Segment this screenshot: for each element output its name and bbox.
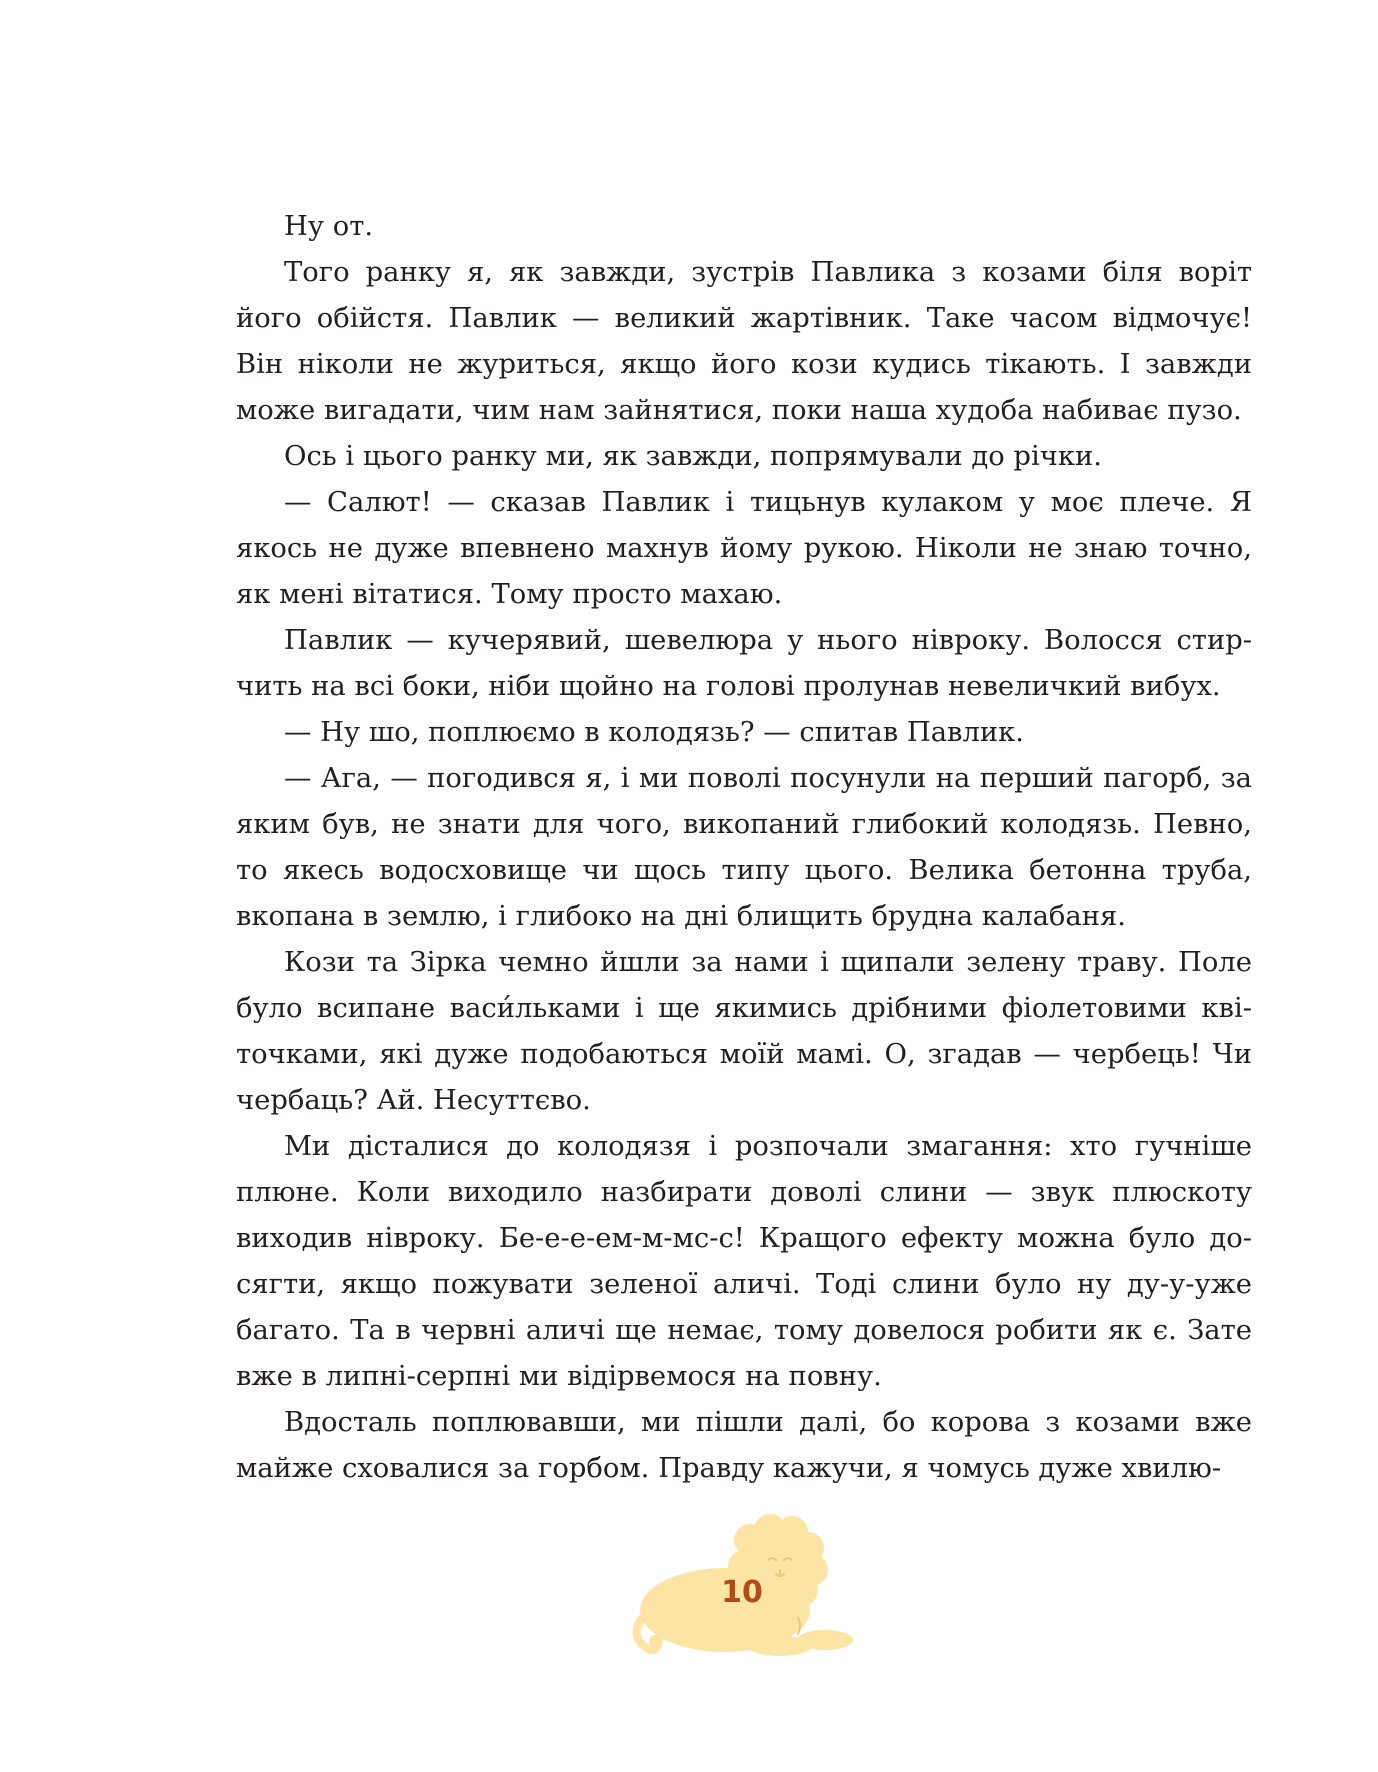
- body-text: [236, 204, 1252, 1492]
- paragraph: Вдосталь поплювавши, ми пішли далі, бо корова з козами вже майже сховалися за горбом. Правду кажучи, я чомусь дуже хвилю-: [236, 1407, 1252, 1484]
- paragraph: — Ага, — погодився я, і ми поволі посунули на перший пагорб, за яким був, не знати для чого, викопаний глибокий колодязь. Певно, то якесь водосховище чи щось типу цього. Велика бетонна труба, вкопана в землю, і глибоко на дні блищить брудна калабаня.: [236, 763, 1252, 932]
- paragraph: Ми дісталися до колодязя і розпочали змагання: хто гучніше плюне. Коли виходило назбирати доволі слини — звук плюскоту виходив нівроку. Бе-е-е-ем-м-мс-с! Кращого ефекту можна було досягти, якщо пожувати зеленої аличі. Тоді слини було ну ду-у-уже багато. Та в червні аличі ще немає, тому довелося робити як є. Зате вже в липні-серпні ми відірвемося на повну.: [236, 1131, 1252, 1392]
- page-number: 10: [721, 1575, 763, 1610]
- paragraph: Того ранку я, як завжди, зустрів Павлика з козами біля воріт його обійстя. Павлик — великий жартівник. Таке часом відмочує! Він ніколи не журиться, якщо його кози кудись тікають. І завжди може вигадати, чим нам зайнятися, поки наша худоба набиває пузо.: [236, 257, 1252, 426]
- paragraph: Ось і цього ранку ми, як завжди, попрямували до річки.: [284, 441, 1102, 472]
- paragraph: Кози та Зірка чемно йшли за нами і щипали зелену траву. Поле було всипане васи́льками і ще якимись дрібними фіолетовими квіточками, які дуже подобаються моїй мамі. О, згадав — чербець! Чи чербаць? Ай. Несуттєво.: [236, 947, 1252, 1116]
- paragraph: — Салют! — сказав Павлик і тицьнув кулаком у моє плече. Я якось не дуже впевнено махнув йому рукою. Ніколи не знаю точно, як мені вітатися. Тому просто махаю.: [236, 487, 1252, 610]
- paragraph: — Ну шо, поплюємо в колодязь? — спитав Павлик.: [284, 717, 1024, 748]
- paragraph: Павлик — кучерявий, шевелюра у нього нівроку. Волосся стирчить на всі боки, ніби щойно на голові пролунав невеличкий вибух.: [236, 625, 1252, 702]
- paragraph: Ну от.: [284, 211, 374, 242]
